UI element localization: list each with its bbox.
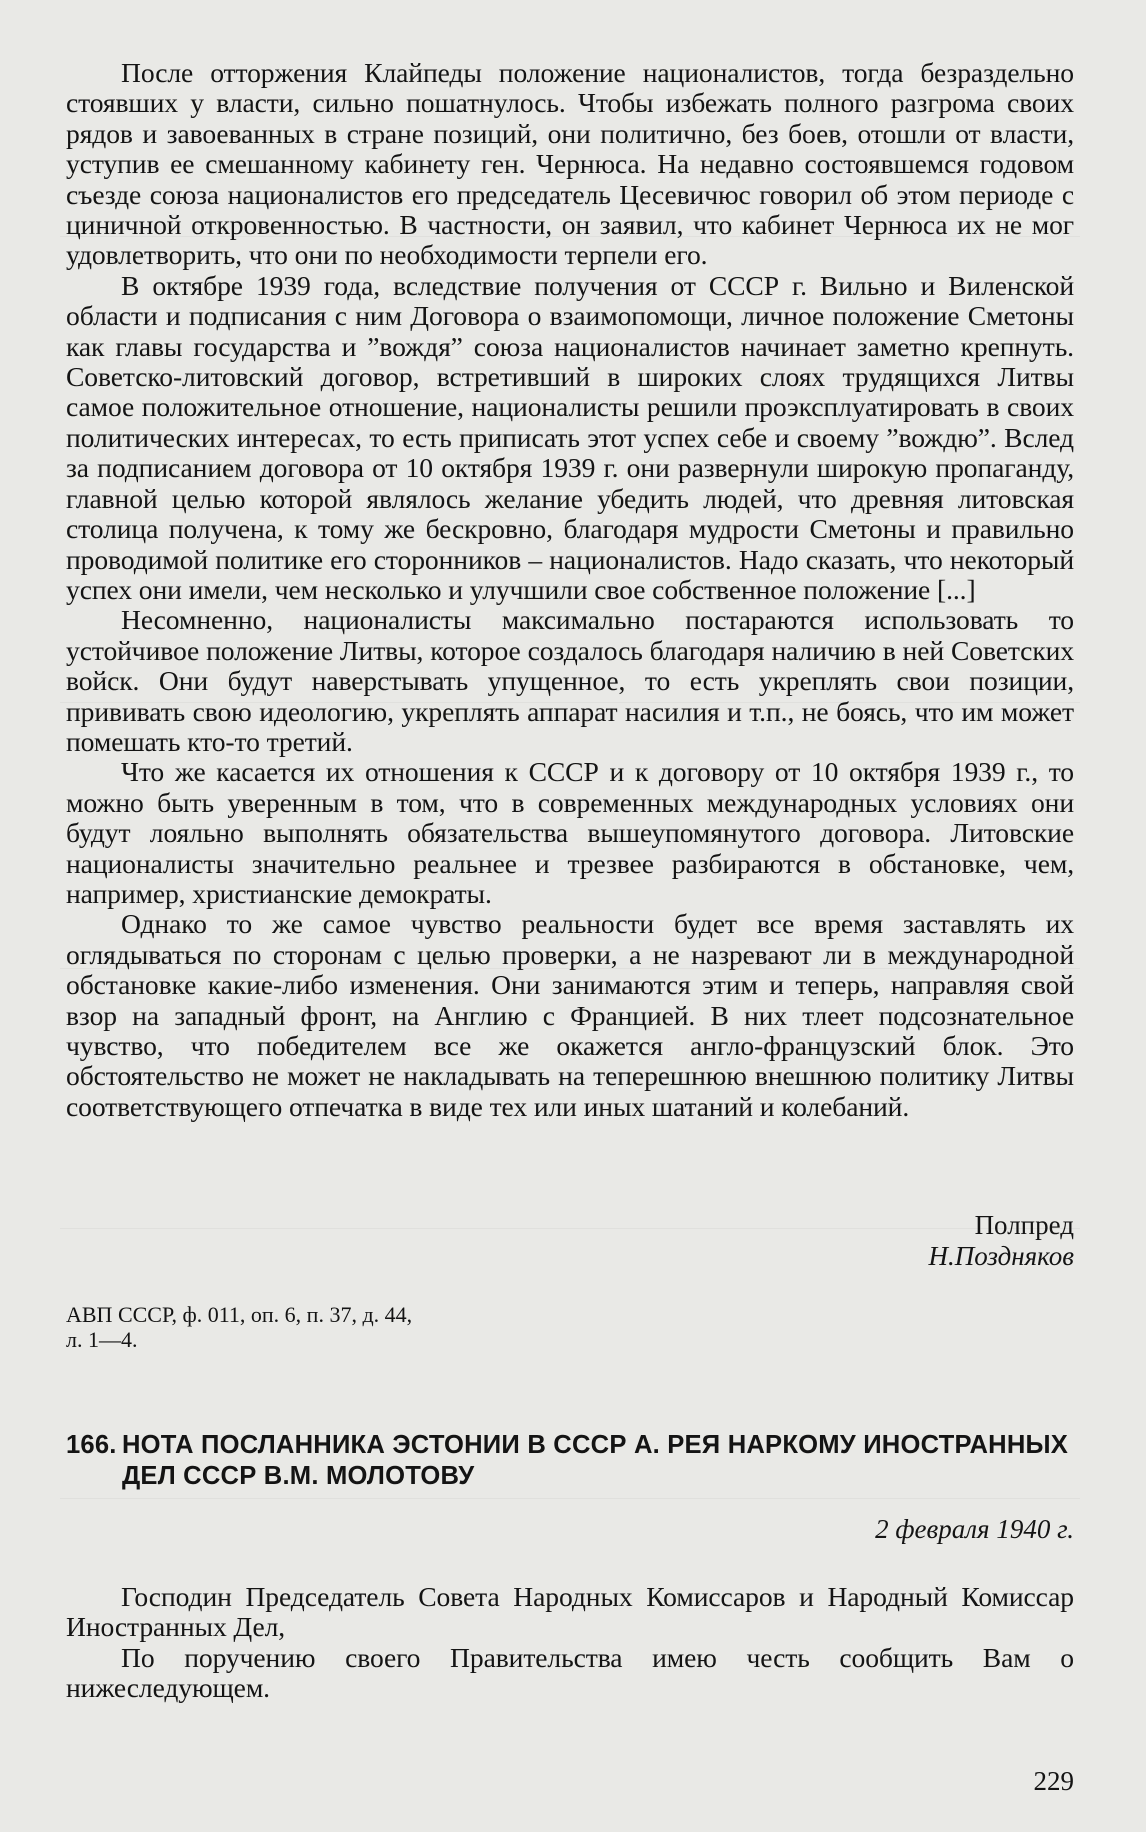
note-body [66, 1582, 1074, 1704]
body-paragraph: Господин Председатель Совета Народных Комиссаров и Народный Комиссар Иностранных Дел, [66, 1581, 1074, 1643]
document-date: 2 февраля 1940 г. [875, 1514, 1074, 1544]
signature-block [929, 1210, 1075, 1272]
document-heading [66, 1430, 1076, 1492]
signatory-name: Н.Поздняков [928, 1241, 1074, 1271]
page-number: 229 [1033, 1766, 1074, 1796]
body-paragraph: Однако то же самое чувство реальности будет все время заставлять их оглядываться по сторонам с целью проверки, а не назревают ли в международной обстановке какие-либо изменения. Они занимаются этим и теперь, направляя свой взор на западный фронт, на Англию с Францией. В них тлеет подсознательное чувство, что победителем все же окажется англо-французский блок. Это обстоятельство не может не накладывать на теперешнюю внешнюю политику Литвы соответствующего отпечатка в виде тех или иных шатаний и колебаний. [66, 908, 1074, 1122]
document-title-line: НОТА ПОСЛАННИКА ЭСТОНИИ В СССР А. РЕЯ НАРКОМУ ИНОСТРАННЫХ [122, 1431, 1069, 1459]
document-number: 166. [66, 1431, 117, 1459]
archive-reference [66, 1302, 486, 1352]
archive-reference-line: АВП СССР, ф. 011, оп. 6, п. 37, д. 44, [66, 1302, 413, 1327]
body-paragraph: Несомненно, националисты максимально постараются использовать то устойчивое положение Литвы, которое создалось благодаря наличию в ней Советских войск. Они будут наверстывать упущенное, то есть укреплять свои позиции, прививать свою идеологию, укреплять аппарат насилия и т.п., не боясь, что им может помешать кто-то третий. [66, 604, 1074, 757]
archive-reference-line: л. 1—4. [66, 1327, 138, 1352]
body-paragraph: Что же касается их отношения к СССР и к договору от 10 октября 1939 г., то можно быть уверенным в том, что в современных международных условиях они будут лояльно выполнять обязательства вышеупомянутого договора. Литовские националисты значительно реальнее и трезвее разбираются в обстановке, чем, например, христианские демократы. [66, 756, 1074, 909]
body-paragraph: В октябре 1939 года, вследствие получения от СССР г. Вильно и Виленской области и подписания с ним Договора о взаимопомощи, личное положение Сметоны как главы государства и ”вождя” союза националистов начинает заметно крепнуть. Советско-литовский договор, встретивший в широких слоях трудящихся Литвы самое положительное отношение, националисты решили проэксплуатировать в своих политических интересах, то есть приписать этот успех себе и своему ”вождю”. Вслед за подписанием договора от 10 октября 1939 г. они развернули широкую пропаганду, главной целью которой являлось желание убедить людей, что древняя литовская столица получена, к тому же бескровно, благодаря мудрости Сметоны и правильно проводимой политике его сторонников – националистов. Надо сказать, что некоторый успех они имели, чем несколько и улучшили свое собственное положение [...] [66, 269, 1074, 605]
bleed-through-line [60, 1228, 1080, 1229]
bleed-through-line [60, 1498, 1080, 1499]
signatory-title: Полпред [974, 1210, 1074, 1240]
body-paragraph: По поручению своего Правительства имею честь сообщить Вам о нижеследующем. [66, 1641, 1074, 1704]
body-paragraph: После отторжения Клайпеды положение националистов, тогда безраздельно стоявших у власти, сильно пошатнулось. Чтобы избежать полного разгрома своих рядов и завоеванных в стране позиций, они политично, без боев, отошли от власти, уступив ее смешанному кабинету ген. Чернюса. На недавно состоявшемся годовом съезде союза националистов его председатель Цесевичюс говорил об этом периоде с циничной откровенностью. В частности, он заявил, что кабинет Чернюса их не мог удовлетворить, что они по необходимости терпели его. [66, 57, 1074, 271]
document-title-line: ДЕЛ СССР В.М. МОЛОТОВУ [122, 1462, 475, 1490]
report-body [66, 58, 1074, 1122]
